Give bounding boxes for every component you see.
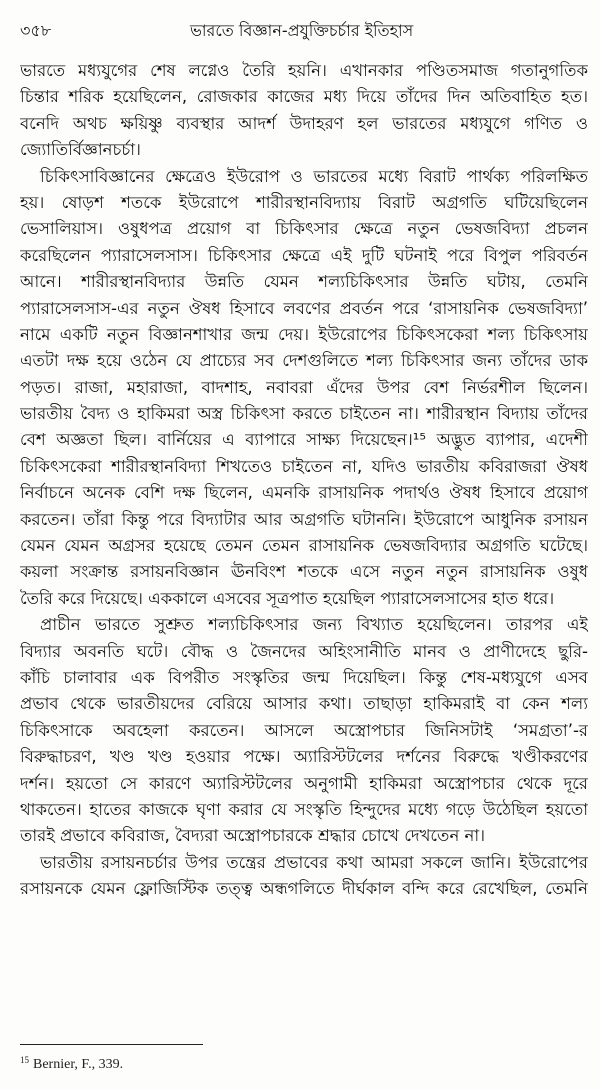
text-line: করতেন। তাঁরা কিন্তু পরে বিদ্যাটার আর অগ্রগতি ঘটাননি। ইউরোপে আধুনিক রসায়ন (20, 509, 588, 529)
text-line: যেমন যেমন অগ্রসর হয়েছে তেমন তেমন রাসায়নিক ভেষজবিদ্যার অগ্রগতি ঘটেছে। (20, 536, 588, 556)
text-line: বিদ্যার অবনতি ঘটে। বৌদ্ধ ও জৈনদের অহিংসানীতি মানব ও প্রাণীদেহে ছুরি- (20, 641, 588, 661)
footnote-text: Bernier, F., 339. (33, 1057, 124, 1072)
page-header (20, 18, 586, 42)
text-line: দর্শন। হয়তো সে কারণে অ্যারিস্টটলের অনুগামী হাকিমরা অস্ত্রোপচার থেকে দূরে (20, 773, 588, 793)
text-line: তৈরি করে দিয়েছে। এককালে এসবের সূত্রপাত হয়েছিল প্যারাসেলসাসের হাত ধরে। (20, 588, 555, 608)
text-line: এতটা দক্ষ হয়ে ওঠেন যে প্রাচ্যের সব দেশগুলিতে শল্য চিকিৎসার জন্য তাঁদের ডাক (20, 351, 588, 371)
text-line: ভারতে মধ্যযুগের শেষ লগ্নেও তৈরি হয়নি। এখানকার পণ্ডিতসমাজ গতানুগতিক (20, 61, 588, 80)
text-line: ভারতীয় বৈদ্য ও হাকিমরা অস্ত্র চিকিৎসা করতে চাইতেন না। শারীরস্থান বিদ্যায় তাঁদের (20, 404, 588, 424)
text-line: কাঁচি চালাবার এক বিপরীত সংস্কৃতির জন্ম দিয়েছিল। কিন্তু শেষ-মধ্যযুগে এসব (20, 667, 588, 687)
footnote (20, 1055, 123, 1073)
text-line: হয়। ষোড়শ শতকে ইউরোপে শারীরস্থানবিদ্যায় বিরাট অগ্রগতি ঘটিয়েছিলেন (20, 192, 588, 212)
body-text (20, 58, 588, 903)
text-line: থাকতেন। হাতের কাজকে ঘৃণা করার যে সংস্কৃতি হিন্দুদের মধ্যে গড়ে উঠেছিল হয়তো (20, 799, 588, 819)
text-line: বিরুদ্ধাচরণ, খণ্ড খণ্ড হওয়ার পক্ষে। অ্যারিস্টটলের দর্শনের বিরুদ্ধে খণ্ডীকরণের (20, 747, 588, 767)
text-line: চিকিৎসাকে অবহেলা করতেন। আসলে অস্ত্রোপচার জিনিসটাই ‘সমগ্রতা’-র (20, 720, 588, 740)
text-line: নামে একটি নতুন বিজ্ঞানশাখার জন্ম দেয়। ইউরোপের চিকিৎসকেরা শল্য চিকিৎসায় (20, 324, 588, 344)
text-line: প্রভাব থেকে ভারতীয়দের বেরিয়ে আসার কথা। তাছাড়া হাকিমরাই বা কেন শল্য (20, 694, 588, 714)
text-line: কয়লা সংক্রান্ত রসায়নবিজ্ঞান ঊনবিংশ শতকে এসে নতুন নতুন রাসায়নিক ওষুধ (20, 562, 588, 582)
text-line: ভারতীয় রসায়নচর্চার উপর তন্ত্রের প্রভাবের কথা আমরা সকলে জানি। ইউরোপের (40, 852, 588, 872)
text-line: প্রাচীন ভারতে সুশ্রুত শল্যচিকিৎসার জন্য বিখ্যাত হয়েছিলেন। তারপর এই (40, 615, 588, 635)
text-line: নির্বাচনে অনেক বেশি দক্ষ ছিলেন, এমনকি রাসায়নিক পদার্থও ঔষধ হিসাবে প্রয়োগ (20, 483, 588, 503)
footnote-marker: 15 (20, 1055, 29, 1065)
text-line: চিকিৎসকেরা শারীরস্থানবিদ্যা শিখতেও চাইতেন না, যদিও ভারতীয় কবিরাজরা ঔষধ (20, 456, 588, 476)
text-line: পড়ত। রাজা, মহারাজা, বাদশাহ, নবাবরা এঁদের উপর বেশ নির্ভরশীল ছিলেন। (20, 377, 588, 397)
text-line: তারই প্রভাবে কবিরাজ, বৈদ্যরা অস্ত্রোপচারকে শ্রদ্ধার চোখে দেখতেন না। (20, 826, 486, 846)
text-line: চিন্তার শরিক হয়েছিলেন, রোজকার কাজের মধ্য দিয়ে তাঁদের দিন অতিবাহিত হত। (20, 87, 588, 107)
text-line: করেছিলেন প্যারাসেলসাস। চিকিৎসার ক্ষেত্রে এই দুটি ঘটনাই পরে বিপুল পরিবর্তন (20, 245, 588, 265)
page-number: ৩৫৮ (20, 21, 52, 40)
text-line: জ্যোতির্বিজ্ঞানচর্চা। (20, 140, 141, 160)
running-title: ভারতে বিজ্ঞান-প্রযুক্তিচর্চার ইতিহাস (190, 21, 414, 40)
text-line: বনেদি অথচ ক্ষয়িষ্ণু ব্যবস্থার আদর্শ উদাহরণ হল ভারতের মধ্যযুগে গণিত ও (20, 113, 588, 133)
text-line: রসায়নকে যেমন ফ্লোজিস্টিক তত্ত্ব অন্ধগলিতে দীর্ঘকাল বন্দি করে রেখেছিল, তেমনি (20, 879, 588, 899)
text-line: ভেসালিয়াস। ওষুধপত্র প্রয়োগ বা চিকিৎসার ক্ষেত্রে নতুন ভেষজবিদ্যা প্রচলন (20, 219, 588, 239)
text-line: চিকিৎসাবিজ্ঞানের ক্ষেত্রেও ইউরোপ ও ভারতের মধ্যে বিরাট পার্থক্য পরিলক্ষিত (40, 166, 588, 186)
text-line: আনে। শারীরস্থানবিদ্যার উন্নতি যেমন শল্যচিকিৎসার উন্নতি ঘটায়, তেমনি (20, 272, 588, 292)
text-line: বেশ অজ্ঞতা ছিল। বার্নিয়ের এ ব্যাপারে সাক্ষ্য দিয়েছেন।¹⁵ অদ্ভুত ব্যাপার, এদেশী (20, 430, 588, 450)
text-line: প্যারাসেলসাস-এর নতুন ঔষধ হিসাবে লবণের প্রবর্তন পরে ‘রাসায়নিক ভেষজবিদ্যা’ (20, 298, 588, 318)
footnote-divider (20, 1044, 203, 1045)
